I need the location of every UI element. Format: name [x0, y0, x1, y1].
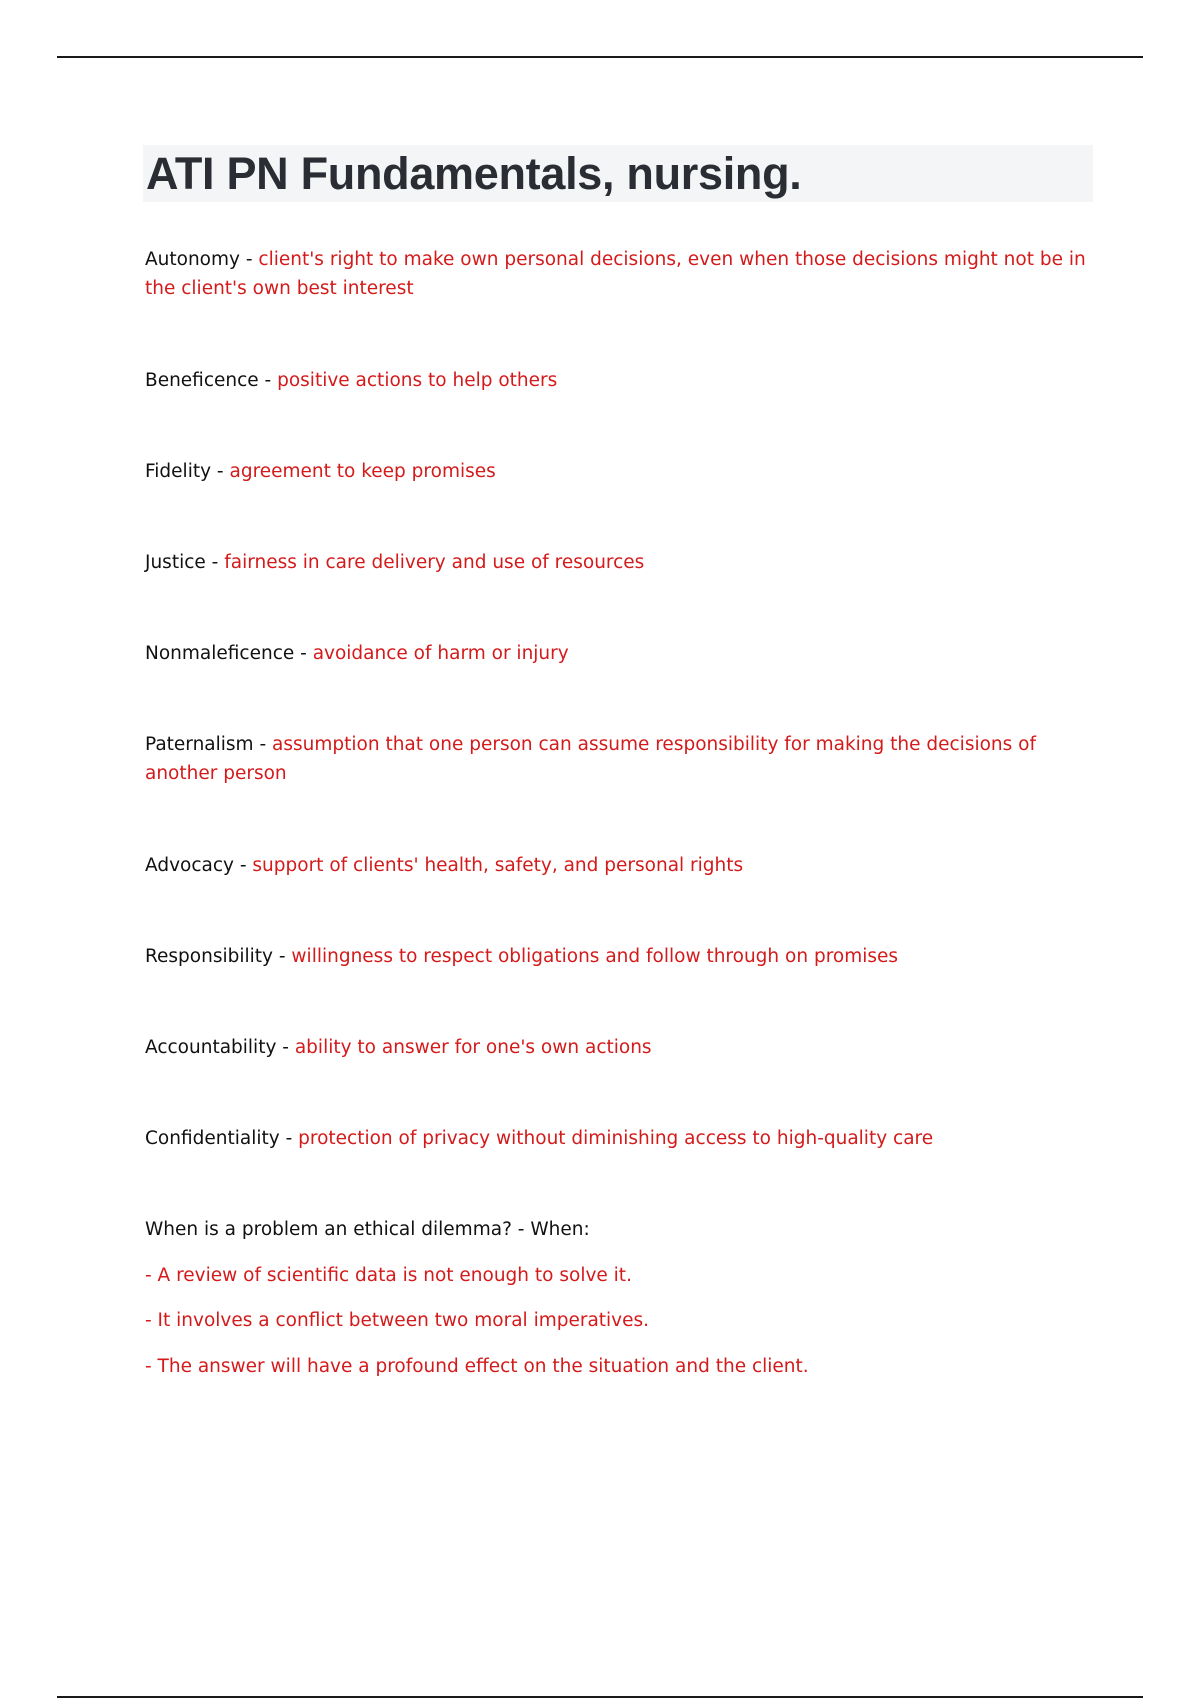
entry-term: Nonmaleficence — [145, 643, 295, 664]
entry-definition: ability to answer for one's own actions — [294, 1037, 652, 1058]
entry-advocacy — [145, 851, 1095, 880]
document-title: ATI PN Fundamentals, nursing. — [146, 148, 802, 199]
entry-fidelity — [145, 457, 1095, 486]
entry-separator: - — [253, 734, 273, 755]
entry-definition: protection of privacy without diminishing access to high-quality care — [298, 1128, 934, 1149]
entry-definition: agreement to keep promises — [229, 461, 496, 482]
entry-term: Responsibility — [145, 946, 273, 967]
entry-term: Autonomy — [145, 249, 240, 270]
entry-definition: fairness in care delivery and use of resources — [224, 552, 645, 573]
question-ethical-dilemma — [145, 1215, 1095, 1244]
entry-confidentiality — [145, 1124, 1095, 1153]
entry-definition: willingness to respect obligations and follow through on promises — [291, 946, 899, 967]
entry-definition: client's right to make own personal decisions, even when those decisions might not be in the client's own best interest — [145, 249, 1086, 299]
top-divider — [57, 56, 1143, 58]
entry-definition: assumption that one person can assume responsibility for making the decisions of another person — [145, 734, 1036, 784]
entry-separator: - — [233, 855, 253, 876]
entry-separator: - — [211, 461, 230, 482]
entry-accountability — [145, 1033, 1095, 1062]
question-text: When is a problem an ethical dilemma? — [145, 1219, 512, 1240]
entry-definition: support of clients' health, safety, and personal rights — [252, 855, 744, 876]
entry-responsibility — [145, 942, 1095, 971]
entry-separator: - — [294, 643, 313, 664]
entry-term: Confidentiality — [145, 1128, 280, 1149]
entry-justice — [145, 548, 1095, 577]
entry-autonomy — [145, 245, 1095, 303]
entry-paternalism — [145, 730, 1095, 788]
entry-separator: - — [279, 1128, 299, 1149]
entry-definition: avoidance of harm or injury — [312, 643, 569, 664]
entry-term: Paternalism — [145, 734, 254, 755]
entry-term: Beneficence — [145, 370, 259, 391]
entry-nonmaleficence — [145, 639, 1095, 668]
answer-bullet: - It involves a conflict between two moral imperatives. — [145, 1310, 650, 1331]
bottom-divider — [57, 1696, 1143, 1698]
entry-separator: - — [205, 552, 225, 573]
entry-term: Advocacy — [145, 855, 234, 876]
entry-term: Accountability — [145, 1037, 277, 1058]
entry-separator: - — [258, 370, 278, 391]
entry-separator: - — [272, 946, 292, 967]
entry-term: Fidelity — [145, 461, 212, 482]
entry-beneficence — [145, 366, 1095, 395]
entry-definition: positive actions to help others — [277, 370, 558, 391]
entry-term: Justice — [145, 552, 206, 573]
answer-bullet: - The answer will have a profound effect on the situation and the client. — [145, 1356, 809, 1377]
question-separator: - — [511, 1219, 531, 1240]
entry-separator: - — [276, 1037, 295, 1058]
question-answer-lead: When: — [530, 1219, 590, 1240]
entry-separator: - — [239, 249, 259, 270]
answer-bullet: - A review of scientific data is not enough to solve it. — [145, 1265, 632, 1286]
